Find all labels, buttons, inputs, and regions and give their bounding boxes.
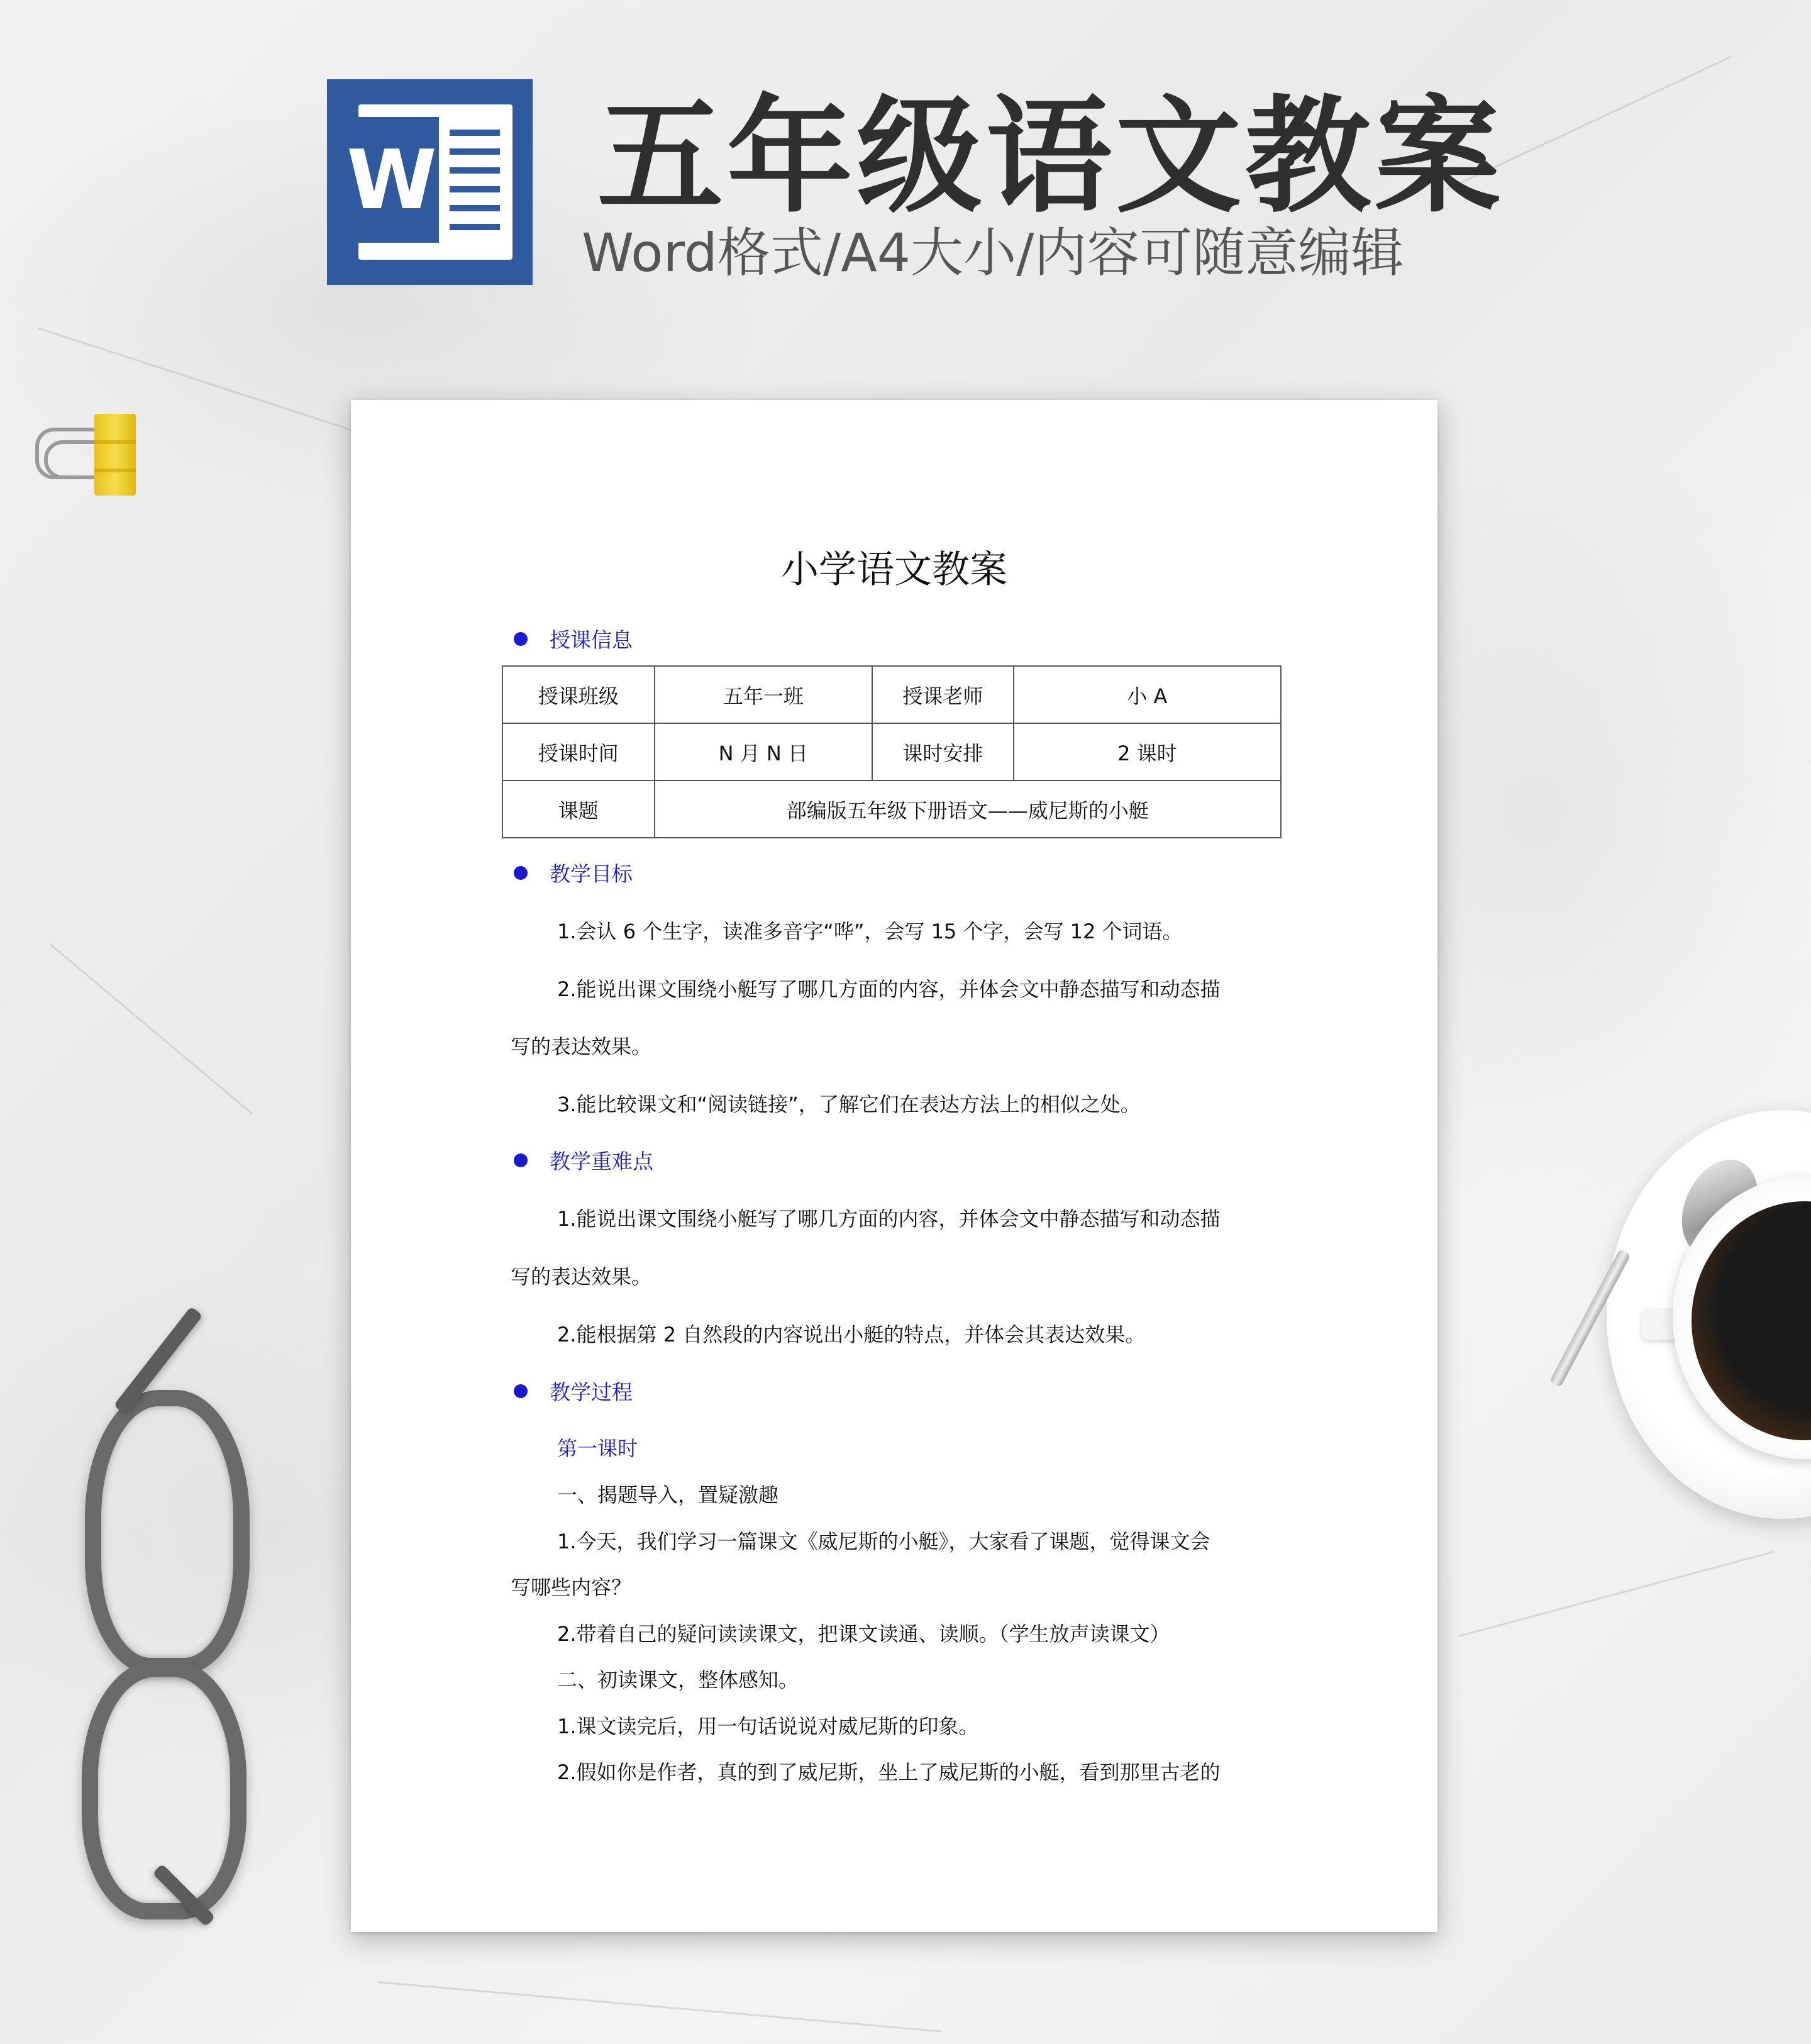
marble-vein [1459, 1550, 1775, 1636]
table-cell: 五年一班 [655, 666, 872, 723]
glasses-lens-top [85, 1390, 250, 1674]
table-row [502, 723, 1281, 780]
table-cell: 授课老师 [872, 666, 1014, 723]
key-point-item: 2.能根据第 2 自然段的内容说出小艇的特点，并体会其表达效果。 [557, 1323, 1146, 1347]
marble-vein [377, 1981, 941, 2032]
word-logo-icon [327, 79, 533, 285]
section-heading-goals: 教学目标 [550, 862, 633, 886]
process-step: 1.今天，我们学习一篇课文《威尼斯的小艇》，大家看了课题，觉得课文会 [557, 1530, 1210, 1553]
process-step: 一、揭题导入，置疑激趣 [557, 1483, 779, 1507]
goal-item: 2.能说出课文围绕小艇写了哪几方面的内容，并体会文中静态描写和动态描 [557, 977, 1221, 1001]
document-page [351, 400, 1437, 1932]
table-row [502, 780, 1281, 838]
table-cell: 2 课时 [1014, 723, 1281, 780]
section-heading-info: 授课信息 [550, 628, 633, 652]
process-step: 2.带着自己的疑问读读课文，把课文读通、读顺。（学生放声读课文） [557, 1622, 1170, 1646]
binder-clip-stripe [94, 469, 136, 472]
section-heading-process: 教学过程 [550, 1380, 633, 1404]
table-cell: 部编版五年级下册语文——威尼斯的小艇 [655, 780, 1281, 838]
bullet-icon [514, 632, 528, 646]
table-cell: 授课班级 [502, 666, 655, 723]
word-letter: W [345, 117, 439, 243]
table-row [502, 666, 1281, 723]
marble-vein [50, 943, 253, 1114]
table-cell: N 月 N 日 [655, 723, 872, 780]
lesson-subheading: 第一课时 [557, 1436, 638, 1460]
document-title: 小学语文教案 [781, 548, 1007, 592]
banner-subtitle: Word格式/A4大小/内容可随意编辑 [582, 222, 1404, 284]
process-step-continued: 写哪些内容？ [511, 1575, 632, 1599]
bullet-icon [514, 1153, 528, 1167]
bullet-icon [514, 1384, 528, 1398]
banner-title: 五年级语文教案 [597, 84, 1505, 230]
binder-clip-icon [94, 414, 136, 496]
table-cell: 课时安排 [872, 723, 1014, 780]
binder-clip-stripe [94, 440, 136, 444]
lesson-info-table [502, 665, 1282, 838]
process-step: 二、初读课文，整体感知。 [557, 1668, 799, 1692]
table-cell: 课题 [502, 780, 655, 838]
table-cell: 小 A [1014, 666, 1281, 723]
table-cell: 授课时间 [502, 723, 655, 780]
goal-item-continued: 写的表达效果。 [511, 1035, 652, 1058]
key-point-item-continued: 写的表达效果。 [511, 1265, 652, 1289]
goal-item: 3.能比较课文和“阅读链接”，了解它们在表达方法上的相似之处。 [557, 1092, 1141, 1116]
process-step: 1.课文读完后，用一句话说说对威尼斯的印象。 [557, 1714, 979, 1738]
section-heading-key-points: 教学重难点 [550, 1149, 653, 1174]
bullet-icon [514, 866, 528, 880]
key-point-item: 1.能说出课文围绕小艇写了哪几方面的内容，并体会文中静态描写和动态描 [557, 1207, 1221, 1231]
goal-item: 1.会认 6 个生字，读准多音字“哗”，会写 15 个字，会写 12 个词语。 [557, 919, 1183, 943]
process-step: 2.假如你是作者，真的到了威尼斯，坐上了威尼斯的小艇，看到那里古老的 [557, 1760, 1221, 1784]
